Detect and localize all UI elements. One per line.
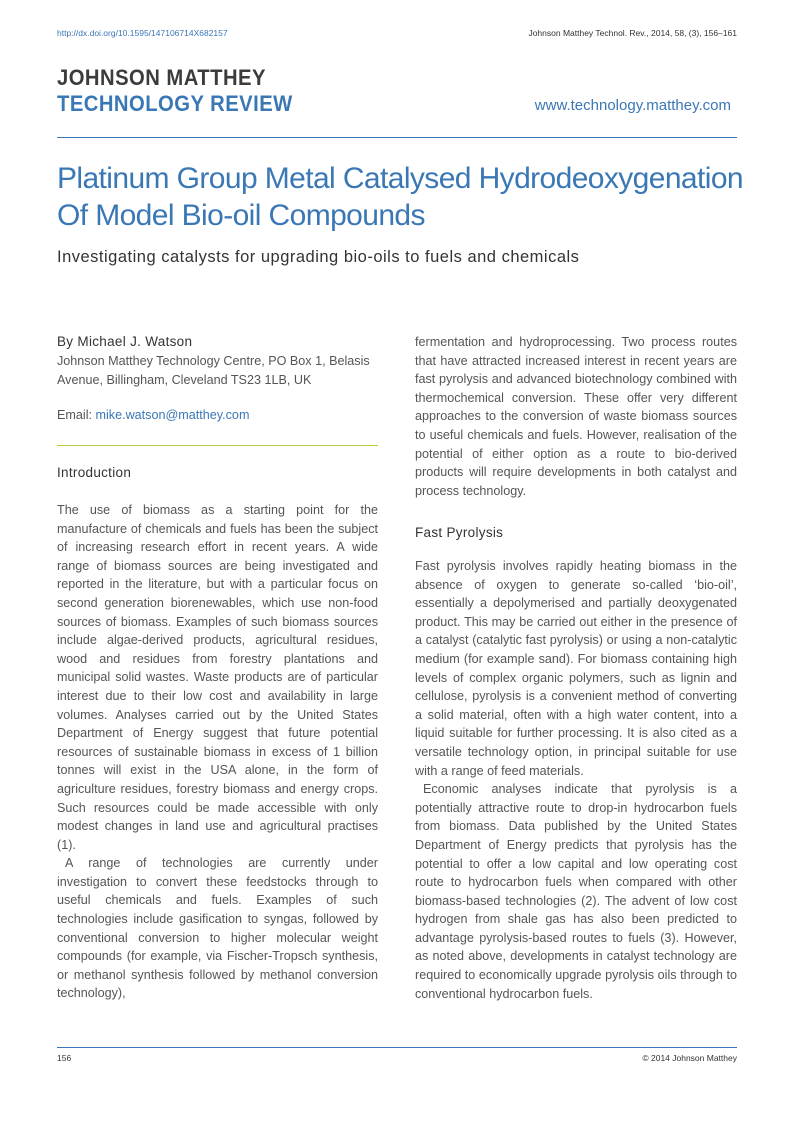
intro-paragraph-2-end: fermentation and hydroprocessing. Two process routes that have attracted increased interest in recent years are fast pyrolysis and advanced biotechnology combined with thermochemical conversion. These offer very different approaches to the conversion of waste biomass sources to useful chemicals and fuels. However, realisation of the potential of either option as a route to bio-derived products will require developments in both catalyst and process technology. [415, 335, 737, 498]
intro-paragraph-1: The use of biomass as a starting point for the manufacture of chemicals and fuels has been the subject of increasing research effort in recent years. A wide range of biomass sources are being investigated and reported in the literature, but with a particular focus on second generation biorenewables, which use non-food sources of biomass. Examples of such biomass sources include algae-derived products, agricultural residues, wood and residues from forestry plantations and municipal solid wastes. Waste products are of particular interest due to their low cost and availability in large volumes. Analyses carried out by the United States Department of Energy suggest that future potential resources of sustainable biomass in excess of 1 billion tonnes will exist in the USA alone, in the form of agriculture residues, forestry biomass and energy crops. Such resources could be made accessible with only modest changes in land use and agricultural practises (1). [57, 503, 378, 852]
journal-logo-line1: JOHNSON MATTHEY [57, 65, 266, 90]
copyright-notice: © 2014 Johnson Matthey [642, 1053, 737, 1063]
fast-pyrolysis-paragraph-1: Fast pyrolysis involves rapidly heating biomass in the absence of oxygen to generate so-called ‘bio-oil’, essentially a depolymerised and partially deoxygenated product. This may be carried out either in the presence of a catalyst (catalytic fast pyrolysis) or using a non-catalytic medium (for example sand). For biomass containing high levels of complex organic polymers, such as lignin and cellulose, pyrolysis is a convenient method of converting a solid material, often with a high water content, into a liquid suitable for further processing. It is also cited as a versatile technology option, in principal suitable for use with a range of feed materials. [415, 559, 737, 778]
author-affiliation: Johnson Matthey Technology Centre, PO Box 1, Belasis Avenue, Billingham, Cleveland TS23 1LB, UK [57, 354, 370, 387]
doi-link[interactable]: http://dx.doi.org/10.1595/147106714X682157 [57, 28, 228, 38]
email-label: Email: [57, 408, 92, 422]
fast-pyrolysis-paragraph-2: Economic analyses indicate that pyrolysis is a potentially attractive route to drop-in hydrocarbon fuels from biomass. Data published by the United States Department of Energy predicts that pyrolysis has the potential to offer a low capital and low operating cost route to hydrocarbon fuels when compared with other biomass-based technologies (2). The advent of low cost hydrogen from shale gas has also been predicted to advantage pyrolysis-based routes to fuels (3). However, as noted above, developments in catalyst technology are required to economically upgrade pyrolysis oils through to conventional hydrocarbon fuels. [415, 782, 737, 1001]
article-title: Platinum Group Metal Catalysed Hydrodeoxygenation Of Model Bio-oil Compounds [57, 162, 743, 232]
fast-pyrolysis-heading: Fast Pyrolysis [415, 525, 504, 540]
article-subtitle: Investigating catalysts for upgrading bio-oils to fuels and chemicals [57, 248, 580, 266]
column-left-body [57, 501, 378, 1003]
journal-logo-line2: TECHNOLOGY REVIEW [57, 91, 293, 116]
header-divider [57, 137, 737, 138]
column-right-bottom-body [415, 557, 737, 1003]
page-number: 156 [57, 1053, 72, 1063]
column-right-top-body [415, 333, 737, 500]
journal-citation: Johnson Matthey Technol. Rev., 2014, 58, (3), 156–161 [528, 28, 737, 38]
author-name: By Michael J. Watson [57, 334, 193, 349]
intro-paragraph-2-start: A range of technologies are currently under investigation to convert these feedstocks through to useful chemicals and fuels. Examples of such technologies include gasification to syngas, followed by conventional conversion to higher molecular weight compounds (for example, via Fischer-Tropsch synthesis, or methanol synthesis followed by methanol conversion technology), [57, 856, 378, 1001]
introduction-heading: Introduction [57, 465, 132, 480]
footer-divider [57, 1047, 737, 1048]
journal-website-link[interactable]: www.technology.matthey.com [534, 97, 731, 114]
email-link[interactable]: mike.watson@matthey.com [95, 408, 250, 422]
author-divider [57, 445, 378, 446]
author-email [57, 408, 249, 422]
